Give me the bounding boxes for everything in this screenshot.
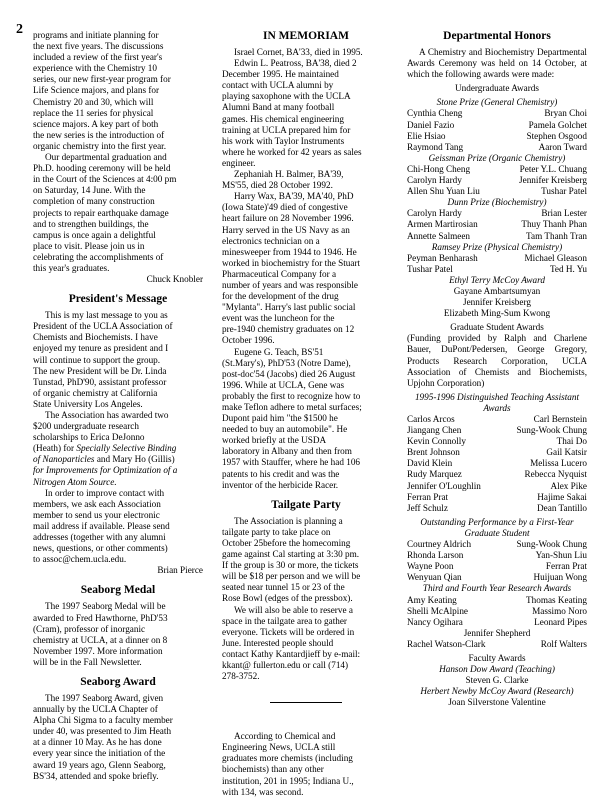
text-line: on Saturday, 14 June. With the: [33, 185, 146, 196]
text-line: inventor of the herbicide Racer.: [222, 479, 339, 490]
text-line: Engineering News, UCLA still: [222, 742, 336, 753]
text-line: member to send us your electronic: [33, 509, 160, 520]
text-line: patents to his credit and was the: [222, 468, 340, 479]
ta-awards-title: 1995-1996 Distinguished Teaching Assistant Awards: [414, 391, 580, 413]
grad-awards-funding: (Funding provided by Ralph and Charlene Bauer, DuPont/Pedersen, George Gregory, Products Research Corporation, UCLA Association of Chemists and Biochemists, Upjohn Corporation): [407, 333, 587, 388]
ramsey-prize-title: Ramsey Prize (Physical Chemistry): [431, 241, 563, 252]
page-number: 2: [16, 22, 23, 37]
name-row: [407, 606, 587, 617]
text-line: of organic chemistry at California: [33, 387, 158, 398]
text-line: probably the first to recognize how to: [222, 390, 361, 401]
text-line: with 134, was second.: [222, 786, 304, 797]
text-line: We will also be able to reserve a: [234, 604, 353, 615]
text-line: addresses (together with any alumni: [33, 532, 166, 543]
text-line: event was the luncheon for the: [222, 313, 335, 324]
text-line: (St.Mary's), PhD'53 (Notre Dame),: [222, 357, 351, 368]
name-row: [407, 175, 587, 186]
name-entry: Hajime Sakai: [537, 491, 587, 502]
text-line: projects to repair earthquake damage: [33, 207, 169, 218]
text-line: Tunstad, PhD'90, assistant professor: [33, 376, 167, 387]
name-entry: Peyman Benharash: [407, 252, 478, 263]
text-line: the next five years. The discussions: [33, 41, 164, 52]
name-entry: Elie Hsiao: [407, 130, 446, 141]
text-line: This is my last message to you as: [45, 310, 168, 321]
name-row: [407, 447, 587, 458]
name-entry: Bryan Choi: [544, 108, 587, 119]
name-entry: Carolyn Hardy: [407, 175, 462, 186]
text-line: science majors. A key part of both: [33, 118, 159, 129]
text-line: the new series is the introduction of: [33, 129, 165, 140]
text-line: 1957 with Stauffer, where he had 106: [222, 457, 361, 468]
text-line: organic chemistry into the first year.: [33, 140, 167, 151]
name-entry: Carlos Arcos: [407, 414, 455, 424]
column-middle: [222, 30, 390, 798]
name-row: [407, 219, 587, 230]
name-entry: Tushar Patel: [541, 186, 587, 197]
memoriam-entry: [222, 347, 390, 491]
intro-paragraph: [33, 30, 203, 152]
name-entry: Jeff Schulz: [407, 502, 448, 513]
name-entry: Yan-Shun Liu: [535, 550, 587, 561]
name-row: [407, 550, 587, 561]
text-line: Harry served in the US Navy as an: [222, 224, 350, 235]
name-row: [407, 208, 587, 219]
memoriam-entry: [222, 191, 390, 346]
text-line: Rose Bowl (edges of the pressbox).: [222, 593, 353, 604]
text-line: Harry Wax, BA'39, MA'40, PhD: [234, 191, 354, 202]
name-entry: Ferran Prat: [407, 491, 449, 502]
name-row: [407, 414, 587, 425]
name-entry: Courtney Aldrich: [407, 539, 472, 550]
text-line: mail address if available. Please send: [33, 520, 170, 531]
name-entry: Carolyn Hardy: [407, 208, 462, 219]
text-line: will be in the Fall Newsletter.: [33, 656, 142, 667]
name-entry: Stephen Osgood: [526, 130, 587, 141]
text-line: awarded to Fred Hawthorne, PhD'53: [33, 612, 168, 623]
name-entry: Jennifer O'Loughlin: [407, 480, 481, 491]
text-line: for the development of the drug: [222, 291, 339, 302]
memoriam-heading: IN MEMORIAM: [263, 30, 349, 42]
ethyl-award-list: [407, 286, 587, 319]
text-line: his work with Taylor Instruments: [222, 135, 345, 146]
text-line: (Cram), professor of inorganic: [33, 623, 146, 634]
tailgate-paragraph-1: [222, 516, 390, 605]
text-line: 1996. While at UCLA, Gene was: [222, 379, 345, 390]
name-row: [407, 595, 587, 606]
name-entry: Nancy Ogihara: [407, 616, 463, 627]
name-row: [407, 264, 587, 275]
name-row: [407, 617, 587, 628]
faculty-awards-title: Faculty Awards: [468, 652, 526, 663]
third-year-last-row: Rachel Watson-Clark Rolf Walters: [407, 638, 587, 649]
text-line: tailgate party to take place on: [222, 526, 331, 537]
text-line: According to Chemical and: [234, 731, 336, 742]
text-line: June. Interested people should: [222, 637, 334, 648]
text-line: biochemists) than any other: [222, 764, 324, 775]
text-line: space in the tailgate area to gather: [222, 615, 347, 626]
text-line: post-doc'54 (Jacobs) died 26 August: [222, 368, 356, 379]
name-row: [407, 458, 587, 469]
name-row: [407, 572, 587, 583]
name-row: [407, 142, 587, 153]
geissman-prize-title: Geissman Prize (Organic Chemistry): [428, 152, 566, 163]
text-line: campus is once again a delightful: [33, 229, 156, 240]
name-entry: Wenyuan Qian: [407, 572, 462, 583]
ta-awards-list: [407, 414, 587, 514]
text-line: minesweeper from 1944 to 1946. He: [222, 246, 357, 257]
undergrad-awards-title: Undergraduate Awards: [455, 83, 539, 94]
honors-intro: A Chemistry and Biochemistry Departmental Awards Ceremony was held on 14 October, at which the following awards were made:: [407, 47, 587, 80]
name-row: [407, 231, 587, 242]
text-line: Gayane Ambartsumyan: [453, 285, 541, 296]
presidents-message-heading: President's Message: [68, 293, 168, 306]
name-entry: Tushar Patel: [407, 263, 453, 274]
text-line: $200 undergraduate research: [33, 421, 139, 432]
name-entry: Thuy Thanh Phan: [521, 219, 587, 230]
text-line: Our departmental graduation and: [45, 152, 167, 163]
text-line: Chemistry 20 and 30, which will: [33, 96, 154, 107]
text-line: every year since the initiation of the: [33, 748, 166, 759]
text-line: The new President will be Dr. Linda: [33, 365, 167, 376]
text-line: to assoc@chem.ucla.edu.: [33, 554, 127, 565]
text-line: December 1995. He maintained: [222, 69, 339, 80]
name-entry: Thai Do: [556, 436, 587, 447]
third-year-title: Third and Fourth Year Research Awards: [422, 583, 572, 594]
name-entry: Wayne Poon: [407, 561, 454, 572]
text-line: place to visit. Please join us in: [33, 240, 145, 251]
name-row: [407, 120, 587, 131]
text-line: Chemists and Biochemists. I have: [33, 332, 158, 343]
text-line: Life Science majors, and plans for: [33, 85, 160, 96]
name-row: [407, 131, 587, 142]
text-line: kkant@ fullerton.edu or call (714): [222, 659, 349, 670]
name-entry: Pamela Golchet: [528, 119, 587, 130]
name-entry: Rebecca Nyquist: [524, 469, 587, 480]
memoriam-entry: [222, 169, 390, 191]
name-row: [407, 492, 587, 503]
hanson-award-title: Hanson Dow Award (Teaching): [439, 664, 555, 675]
name-entry: Rudy Marquez: [407, 469, 462, 480]
text-line: celebrating the accomplishments of: [33, 251, 164, 262]
presidents-paragraph-2: The Association has awarded two $200 undergraduate research scholarships to Erica DeJonno (Heath) for Specially Selective Binding of Nanoparticles and Mary Ho (Gillis) for Improvements for Optimization of a Nitrogen Atom Source.: [33, 410, 203, 488]
name-entry: Rhonda Larson: [407, 550, 464, 561]
text-line: in the Court of the Sciences at 4:00 pm: [33, 174, 177, 185]
presidents-paragraph-3: [33, 488, 203, 566]
cen-note-paragraph: [222, 731, 390, 798]
section-divider: [270, 702, 342, 703]
text-line: Elizabeth Ming-Sum Kwong: [443, 308, 551, 319]
name-entry: Chi-Hong Cheng: [407, 163, 471, 174]
text-line: worked briefly at the USDA: [222, 435, 327, 446]
signature-knobler: Chuck Knobler: [146, 274, 203, 285]
name-entry: Ted H. Yu: [549, 263, 587, 274]
name-entry: Kevin Connolly: [407, 436, 466, 447]
text-line: (Iowa State)'49 died of congestive: [222, 202, 348, 213]
dunn-prize-title: Dunn Prize (Biochemistry): [447, 197, 547, 208]
name-entry: Shelli McAlpine: [407, 605, 468, 616]
ramsey-prize-list: [407, 253, 587, 275]
text-line: make Teflon adhere to metal surfaces;: [222, 402, 362, 412]
text-line: Jennifer Kreisberg: [463, 297, 531, 308]
text-line: this year's graduates.: [33, 262, 110, 273]
name-entry: Brent Johnson: [407, 447, 460, 458]
name-entry: Allen Shu Yuan Liu: [407, 186, 480, 197]
text-line: The 1997 Seaborg Medal will be: [45, 601, 166, 612]
name-row: [407, 481, 587, 492]
herbert-award-title: Herbert Newby McCoy Award (Research): [420, 686, 574, 697]
text-line: experience with the Chemistry 10: [33, 63, 157, 74]
name-row: [407, 436, 587, 447]
name-entry: Ferran Prat: [545, 561, 587, 572]
name-entry: Jiangang Chen: [407, 425, 462, 436]
text-line: playing saxophone with the UCLA: [222, 91, 351, 102]
name-entry: Huijuan Wong: [533, 572, 587, 583]
text-line: everyone. Tickets will be ordered in: [222, 626, 355, 637]
text-line: pre-1940 chemistry graduates on 12: [222, 324, 355, 335]
text-line: The Association has awarded two: [45, 410, 169, 420]
text-line: President of the UCLA Association of: [33, 321, 173, 332]
name-entry: Brian Lester: [541, 208, 587, 219]
name-entry: Sung-Wook Chung: [516, 425, 587, 436]
text-line: replace the 11 series for physical: [33, 107, 154, 118]
name-entry: Cynthia Cheng: [407, 108, 463, 119]
stone-prize-title: Stone Prize (General Chemistry): [436, 97, 558, 108]
name-entry: Melissa Lucero: [530, 458, 587, 469]
text-line: series, our new first-year program for: [33, 74, 171, 85]
text-line: enjoyed my tenure as president and I: [33, 343, 169, 354]
text-line: number of years and was responsible: [222, 279, 358, 290]
text-line: Ph.D. hooding ceremony will be held: [33, 163, 171, 174]
graduation-paragraph: [33, 152, 203, 274]
text-line: MS'55, died 28 October 1992.: [222, 180, 333, 191]
text-line: institution, 201 in 1995; Indiana U.,: [222, 775, 354, 786]
name-entry: Massimo Noro: [532, 605, 587, 616]
presidents-paragraph-1: [33, 310, 203, 410]
text-line: at a dinner 10 May. As he has done: [33, 737, 162, 748]
text-line: scholarships to Erica DeJonno: [33, 432, 145, 443]
text-line: Edwin L. Peatross, BA'38, died 2: [234, 58, 357, 69]
tailgate-heading: Tailgate Party: [271, 498, 341, 511]
name-entry: Leonard Pipes: [534, 616, 587, 627]
text-line: Zephaniah H. Balmer, BA'39,: [234, 169, 344, 180]
text-line: under 40, was presented to Jim Heath: [33, 726, 172, 737]
name-row: [407, 469, 587, 480]
seaborg-medal-heading: Seaborg Medal: [80, 584, 156, 597]
name-entry: Dean Tantillo: [537, 502, 587, 513]
text-line: State University Los Angeles.: [33, 398, 143, 409]
seaborg-award-paragraph: [33, 693, 203, 782]
text-line: October 1996.: [222, 335, 275, 346]
column-right: [407, 30, 587, 708]
text-line: news, questions, or other comments): [33, 543, 168, 554]
text-line: 278-3752.: [222, 671, 260, 682]
text-line: Dupont paid him "the $1500 he: [222, 413, 338, 424]
name-row: [407, 561, 587, 572]
name-entry: Raymond Tang: [407, 141, 464, 152]
text-line: The Association is planning a: [234, 515, 343, 526]
name-entry: Michael Gleason: [524, 252, 587, 263]
text-line: The 1997 Seaborg Award, given: [45, 692, 164, 703]
name-entry: Carl Bernstein: [533, 414, 587, 424]
text-line: Israel Cornet, BA'33, died in 1995.: [234, 47, 363, 57]
name-row: [407, 108, 587, 119]
seaborg-medal-paragraph: [33, 601, 203, 668]
text-line: will be $18 per person and we will be: [222, 571, 361, 582]
third-year-list: [407, 595, 587, 628]
text-line: laboratory in Albany and then from: [222, 446, 352, 457]
text-line: graduates more chemists (including: [222, 753, 353, 764]
text-line: contact Kathy Kantardjieff by e-mail:: [222, 648, 361, 659]
name-entry: Amy Keating: [407, 594, 457, 605]
memoriam-entry: [222, 58, 390, 169]
name-entry: Annette Salmeen: [407, 230, 471, 241]
text-line: worked in biochemistry for the Stuart: [222, 257, 361, 268]
text-line: members, we ask each Association: [33, 498, 161, 509]
name-entry: Sung-Wook Chung: [516, 539, 587, 550]
column-left: [33, 30, 203, 782]
honors-heading: Departmental Honors: [443, 30, 551, 42]
name-entry: Peter Y.L. Chuang: [519, 163, 587, 174]
text-line: where he worked for 42 years as sales: [222, 146, 362, 157]
text-line: Alumni Band at many football: [222, 102, 335, 113]
text-line: "Mylanta". Harry's last public social: [222, 302, 356, 313]
name-entry: Aaron Tward: [538, 141, 587, 152]
first-year-list: [407, 539, 587, 583]
text-line: electronics technician on a: [222, 235, 320, 246]
text-line: Alpha Chi Sigma to a faculty member: [33, 715, 173, 726]
seaborg-award-heading: Seaborg Award: [80, 675, 156, 688]
name-entry: Tam Thanh Tran: [526, 230, 587, 241]
text-line: completion of many construction: [33, 196, 155, 207]
text-line: BS'34, attended and spoke briefly.: [33, 770, 159, 781]
text-line: included a review of the first year's: [33, 52, 163, 63]
herbert-award-recipient: Joan Silverstone Valentine: [448, 697, 546, 708]
text-line: heart failure on 28 November 1996.: [222, 213, 354, 224]
dunn-prize-list: [407, 208, 587, 241]
name-row: [407, 253, 587, 264]
text-line: game against Cal starting at 3:30 pm.: [222, 549, 360, 560]
text-line: engineer.: [222, 157, 256, 168]
text-line: games. His chemical engineering: [222, 113, 344, 124]
text-line: In order to improve contact with: [45, 487, 165, 498]
text-line: annually by the UCLA Chapter of: [33, 704, 158, 715]
text-line: Eugene G. Teach, BS'51: [234, 346, 324, 357]
geissman-prize-list: [407, 164, 587, 197]
stone-prize-list: [407, 108, 587, 152]
name-entry: Armen Martirosian: [407, 219, 478, 230]
name-entry: Thomas Keating: [526, 594, 587, 605]
tailgate-paragraph-2: [222, 605, 390, 683]
memoriam-entry: [222, 47, 390, 58]
third-year-single: Jennifer Shepherd: [463, 627, 531, 638]
name-entry: David Klein: [407, 458, 453, 469]
text-line: needed to buy an automobile". He: [222, 424, 348, 435]
signature-pierce: Brian Pierce: [157, 565, 203, 576]
grad-awards-title: Graduate Student Awards: [450, 322, 544, 333]
text-line: training at UCLA prepared him for: [222, 124, 351, 135]
name-entry: Gail Katsir: [546, 447, 587, 458]
text-line: If the group is 30 or more, the tickets: [222, 560, 359, 571]
text-line: November 1997. More information: [33, 645, 163, 656]
name-row: [407, 164, 587, 175]
text-line: seated near tunnel 15 or 23 of the: [222, 582, 345, 593]
name-entry: Jennifer Kreisberg: [519, 175, 587, 186]
text-line: contact with UCLA alumni by: [222, 80, 334, 91]
name-row: [407, 539, 587, 550]
text-line: and to strengthen buildings, the: [33, 218, 149, 229]
ethyl-award-title: Ethyl Terry McCoy Award: [449, 274, 545, 285]
text-line: programs and initiate planning for: [33, 30, 159, 40]
name-entry: Daniel Fazio: [407, 119, 455, 130]
first-year-title: Outstanding Performance by a First-Year Graduate Student: [420, 516, 574, 538]
hanson-award-recipient: Steven G. Clarke: [465, 675, 529, 686]
text-line: Pharmaceutical Company for a: [222, 268, 337, 279]
name-row: [407, 425, 587, 436]
name-row: [407, 503, 587, 514]
text-line: October 25before the homecoming: [222, 537, 351, 548]
text-line: chemistry at UCLA, at a dinner on 8: [33, 634, 168, 645]
text-line: award 19 years ago, Glenn Seaborg,: [33, 759, 166, 770]
text-line: will continue to support the group.: [33, 354, 161, 365]
name-row: [407, 186, 587, 197]
name-entry: Alex Pike: [550, 480, 587, 491]
